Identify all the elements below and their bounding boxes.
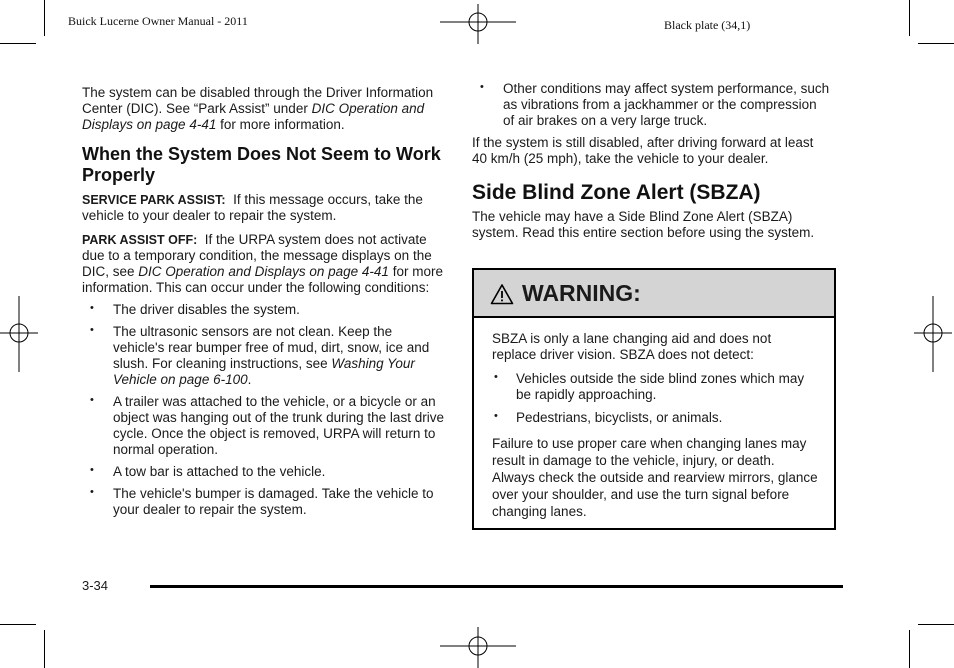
crop-mark (0, 624, 36, 625)
intro-text: The system can be disabled through the Driver Information Center (DIC). See “Park Assist” under (82, 85, 434, 116)
warning-box (472, 268, 836, 530)
crop-mark (918, 43, 954, 44)
page-number: 3-34 (82, 578, 109, 593)
list-item (82, 302, 447, 318)
bullet-icon: • (90, 324, 94, 336)
crop-mark (909, 630, 910, 668)
crop-mark (0, 43, 36, 44)
plate-label: Black plate (34,1) (664, 18, 751, 32)
list-item-text: The driver disables the system. (113, 302, 300, 317)
service-park-assist-label: SERVICE PARK ASSIST: (82, 193, 226, 207)
bullet-icon: • (480, 81, 484, 93)
bullet-icon: • (494, 410, 498, 422)
subheading: When the System Does Not Seem to Work Properly (82, 144, 441, 185)
registration-target-top (440, 4, 516, 44)
washing-link[interactable]: Washing Your Vehicle on page 6-100 (113, 356, 415, 387)
list-item (82, 394, 447, 458)
bullet-icon: • (90, 302, 94, 314)
section-title: Side Blind Zone Alert (SBZA) (472, 181, 761, 204)
section-intro: The vehicle may have a Side Blind Zone Alert (SBZA) system. Read this entire section before using the system. (472, 209, 815, 240)
park-assist-off-text: If the URPA system does not activate due to a temporary condition, the message displays on the DIC, see (82, 232, 432, 279)
list-item (492, 410, 818, 426)
warning-intro: SBZA is only a lane changing aid and does not replace driver vision. SBZA does not detect: (492, 331, 772, 362)
condition-list (82, 302, 447, 518)
bullet-icon: • (90, 394, 94, 406)
crop-mark (909, 0, 910, 36)
crop-mark (918, 624, 954, 625)
service-park-assist-paragraph (82, 192, 447, 224)
park-assist-off-label: PARK ASSIST OFF: (82, 233, 198, 247)
right-column (472, 81, 830, 241)
registration-target-bottom (440, 627, 516, 668)
warning-closing: Failure to use proper care when changing lanes may result in damage to the vehicle, injury, or death. Always check the outside and rearview mirrors, glance over your shoulder, and use the turn signal before changing lanes. (492, 436, 818, 519)
crop-mark (44, 0, 45, 36)
footer-rule (150, 585, 843, 588)
list-item-text: A trailer was attached to the vehicle, or a bicycle or an object was hanging out of the trunk during the last drive cycle. Once the object is removed, URPA will return to normal operation. (113, 394, 444, 457)
service-park-assist-text: If this message occurs, take the vehicle to your dealer to repair the system. (82, 192, 423, 223)
bullet-icon: • (90, 486, 94, 498)
left-column (82, 85, 447, 518)
registration-target-left (0, 296, 38, 372)
intro-link[interactable]: DIC Operation and Displays on page 4-41 (82, 101, 425, 132)
warning-title: WARNING: (522, 280, 641, 306)
list-item-text: A tow bar is attached to the vehicle. (113, 464, 326, 479)
warning-triangle-icon (490, 283, 514, 305)
bullet-icon: • (494, 371, 498, 383)
registration-target-right (914, 296, 952, 372)
intro-paragraph (82, 85, 447, 133)
park-assist-off-link[interactable]: DIC Operation and Displays on page 4-41 (138, 264, 389, 279)
crop-mark (44, 630, 45, 668)
list-item-text: Vehicles outside the side blind zones which may be rapidly approaching. (516, 371, 805, 402)
list-item-text: The vehicle's bumper is damaged. Take the vehicle to your dealer to repair the system. (113, 486, 434, 517)
list-item-tail: . (247, 372, 252, 387)
list-item (82, 464, 447, 480)
warning-header (474, 270, 834, 318)
list-item-text: Pedestrians, bicyclists, or animals. (516, 410, 723, 425)
list-item-text: Other conditions may affect system performance, such as vibrations from a jackhammer or the compression of air brakes on a very large truck. (503, 81, 830, 128)
list-item (492, 371, 818, 403)
list-item (472, 81, 830, 129)
list-item (82, 486, 447, 518)
manual-title: Buick Lucerne Owner Manual - 2011 (68, 14, 248, 28)
list-item (82, 324, 447, 388)
warning-body (492, 331, 818, 520)
still-disabled-paragraph: If the system is still disabled, after driving forward at least 40 km/h (25 mph), take the vehicle to your dealer. (472, 135, 814, 166)
park-assist-off-tail: for more information. This can occur under the following conditions: (82, 264, 443, 295)
list-item-text: The ultrasonic sensors are not clean. Keep the vehicle's rear bumper free of mud, dirt, snow, ice and slush. For cleaning instructions, see (113, 324, 430, 371)
intro-text-tail: for more information. (216, 117, 345, 132)
park-assist-off-paragraph (82, 232, 447, 296)
bullet-icon: • (90, 464, 94, 476)
